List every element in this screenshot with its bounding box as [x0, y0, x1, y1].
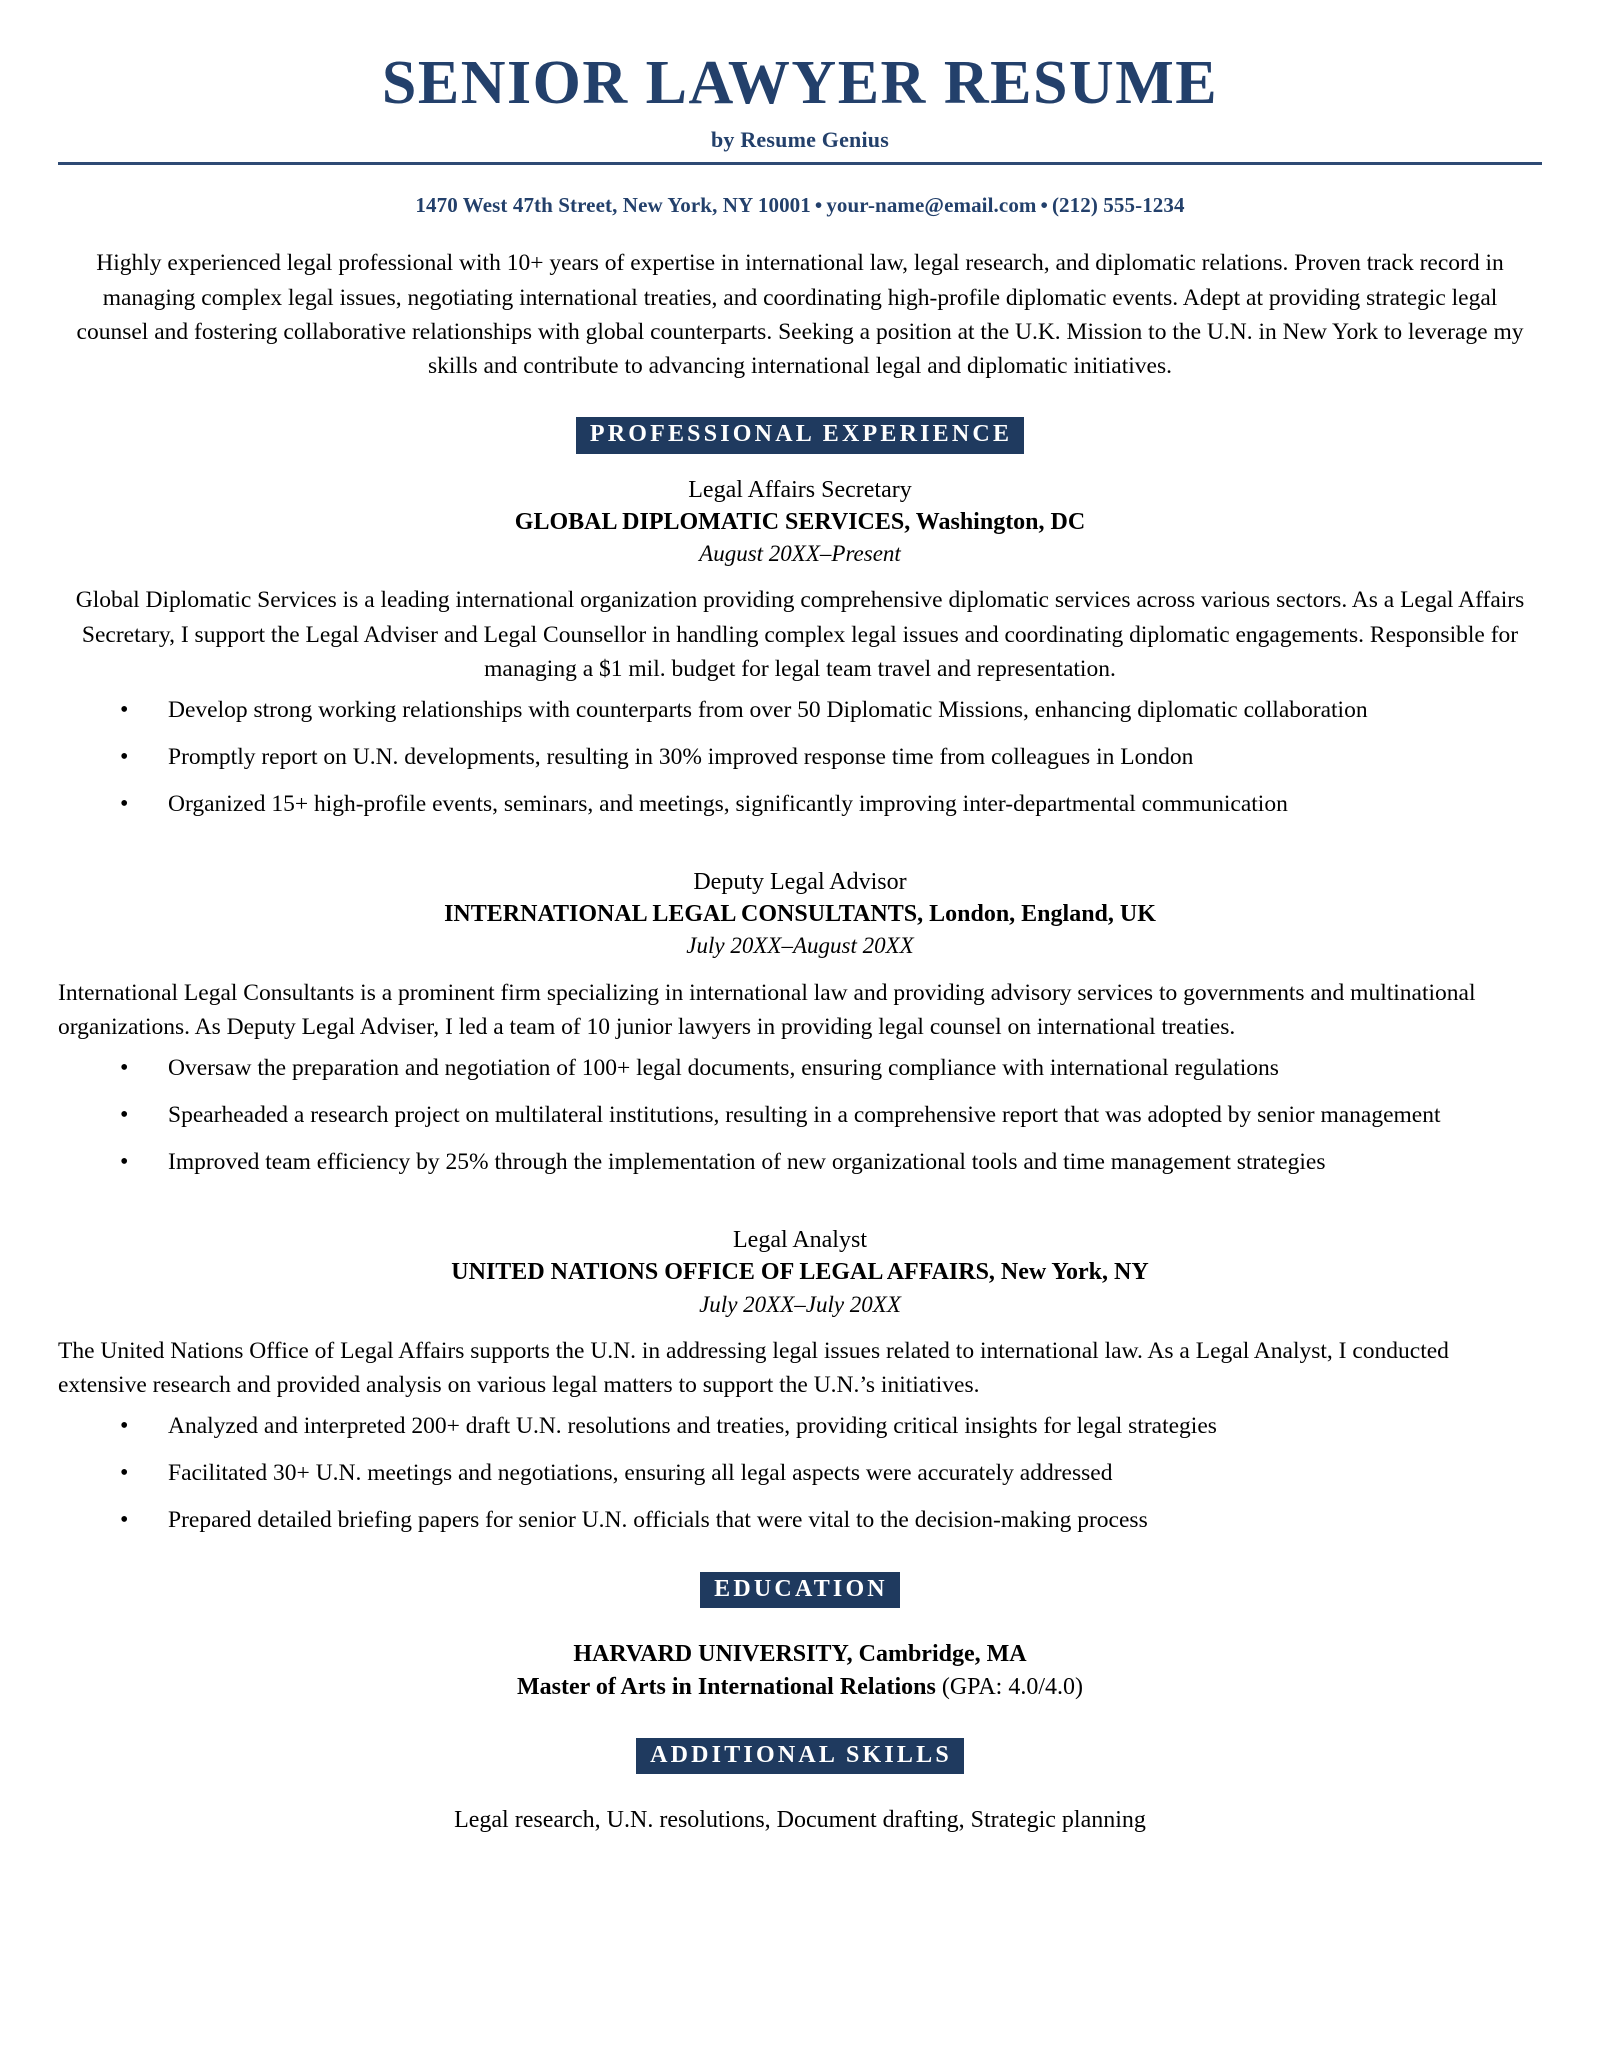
section-heading-wrapper	[58, 1738, 1542, 1774]
education-degree: Master of Arts in International Relations	[516, 1674, 936, 1701]
list-item	[120, 1457, 1542, 1490]
job-description: The United Nations Office of Legal Affairs supports the U.N. in addressing legal issues related to international law. As a Legal Analyst, I conducted extensive research and provided analysis on various legal matters to support the U.N.’s initiatives.	[58, 1337, 1449, 1398]
education-entry	[58, 1638, 1542, 1704]
list-item	[120, 788, 1542, 821]
job-entry	[58, 866, 1542, 1180]
bullet-text: Organized 15+ high-profile events, seminars, and meetings, significantly improving inter-departmental communication	[168, 791, 1288, 818]
list-item	[120, 1099, 1542, 1132]
contact-info	[58, 193, 1542, 218]
section-heading-experience: PROFESSIONAL EXPERIENCE	[576, 417, 1024, 453]
job-title: Legal Affairs Secretary	[688, 476, 912, 503]
bullet-icon: •	[120, 1149, 129, 1176]
bullet-text: Promptly report on U.N. developments, resulting in 30% improved response time from colleagues in London	[168, 743, 1194, 770]
contact-address: 1470 West 47th Street, New York, NY 10001	[415, 193, 811, 218]
contact-separator-2: •	[1040, 193, 1048, 218]
list-item	[120, 1410, 1542, 1443]
bullet-text: Oversaw the preparation and negotiation of 100+ legal documents, ensuring compliance with international regulations	[168, 1054, 1279, 1081]
header-divider	[58, 162, 1542, 165]
list-item	[120, 1052, 1542, 1085]
job-bullet-list	[58, 1410, 1542, 1538]
professional-summary: Highly experienced legal professional with 10+ years of expertise in international law, legal research, and diplomatic relations. Proven track record in managing complex legal issues, negotiating international treaties, and coordinating high-profile diplomatic events. Adept at providing strategic legal counsel and fostering collaborative relationships with global counterparts. Seeking a position at the U.K. Mission to the U.N. in New York to leverage my skills and contribute to advancing international legal and diplomatic initiatives.	[76, 250, 1524, 380]
bullet-icon: •	[120, 696, 129, 723]
bullet-icon: •	[120, 1412, 129, 1439]
job-bullet-list	[58, 1052, 1542, 1180]
job-entry	[58, 1224, 1542, 1538]
bullet-icon: •	[120, 1054, 129, 1081]
section-heading-wrapper	[58, 417, 1542, 453]
byline: by Resume Genius	[711, 127, 889, 153]
section-heading-education: EDUCATION	[700, 1572, 900, 1608]
contact-separator-1: •	[814, 193, 823, 218]
job-company: GLOBAL DIPLOMATIC SERVICES, Washington, DC	[514, 509, 1086, 535]
bullet-icon: •	[120, 743, 129, 770]
contact-email[interactable]: your-name@email.com	[826, 193, 1037, 218]
job-dates: August 20XX–Present	[699, 541, 901, 567]
job-description: International Legal Consultants is a prominent firm specializing in international law and providing advisory services to governments and multinational organizations. As Deputy Legal Adviser, I led a team of 10 junior lawyers in providing legal counsel on international treaties.	[58, 979, 1476, 1040]
job-company: INTERNATIONAL LEGAL CONSULTANTS, London, England, UK	[444, 901, 1156, 928]
page-title: SENIOR LAWYER RESUME	[381, 49, 1219, 117]
job-company: UNITED NATIONS OFFICE OF LEGAL AFFAIRS, New York, NY	[451, 1259, 1149, 1286]
section-education	[58, 1572, 1542, 1704]
job-description: Global Diplomatic Services is a leading international organization providing comprehensive diplomatic services across various sectors. As a Legal Affairs Secretary, I support the Legal Adviser and Legal Counsellor in handling complex legal issues and coordinating diplomatic engagements. Responsible for managing a $1 mil. budget for legal team travel and representation.	[75, 587, 1525, 682]
job-dates: July 20XX–August 20XX	[686, 933, 914, 959]
bullet-icon: •	[120, 1102, 129, 1129]
section-heading-skills: ADDITIONAL SKILLS	[636, 1738, 964, 1774]
list-item	[120, 741, 1542, 774]
list-item	[120, 694, 1542, 727]
list-item	[120, 1146, 1542, 1179]
section-heading-wrapper	[58, 1572, 1542, 1608]
contact-phone: (212) 555-1234	[1051, 193, 1185, 218]
bullet-icon: •	[120, 1460, 129, 1487]
bullet-text: Analyzed and interpreted 200+ draft U.N. resolutions and treaties, providing critical insights for legal strategies	[168, 1412, 1217, 1439]
job-bullet-list	[58, 694, 1542, 822]
bullet-icon: •	[120, 1507, 129, 1534]
bullet-text: Develop strong working relationships with counterparts from over 50 Diplomatic Missions, enhancing diplomatic collaboration	[168, 696, 1368, 723]
bullet-text: Improved team efficiency by 25% through the implementation of new organizational tools and time management strategies	[168, 1149, 1326, 1176]
job-title: Deputy Legal Advisor	[693, 868, 907, 895]
education-school: HARVARD UNIVERSITY, Cambridge, MA	[573, 1640, 1027, 1667]
section-professional-experience	[58, 417, 1542, 1537]
job-title: Legal Analyst	[733, 1226, 867, 1253]
education-gpa: (GPA: 4.0/4.0)	[941, 1674, 1083, 1701]
job-entry	[58, 474, 1542, 822]
skills-list: Legal research, U.N. resolutions, Document drafting, Strategic planning	[454, 1807, 1146, 1834]
education-degree-line	[58, 1671, 1542, 1704]
list-item	[120, 1504, 1542, 1537]
job-dates: July 20XX–July 20XX	[699, 1291, 901, 1317]
section-additional-skills	[58, 1738, 1542, 1838]
bullet-icon: •	[120, 791, 129, 818]
bullet-text: Facilitated 30+ U.N. meetings and negotiations, ensuring all legal aspects were accurately addressed	[168, 1460, 1113, 1487]
bullet-text: Spearheaded a research project on multilateral institutions, resulting in a comprehensive report that was adopted by senior management	[168, 1102, 1441, 1129]
bullet-text: Prepared detailed briefing papers for senior U.N. officials that were vital to the decision-making process	[168, 1507, 1148, 1534]
resume-header	[58, 0, 1542, 165]
